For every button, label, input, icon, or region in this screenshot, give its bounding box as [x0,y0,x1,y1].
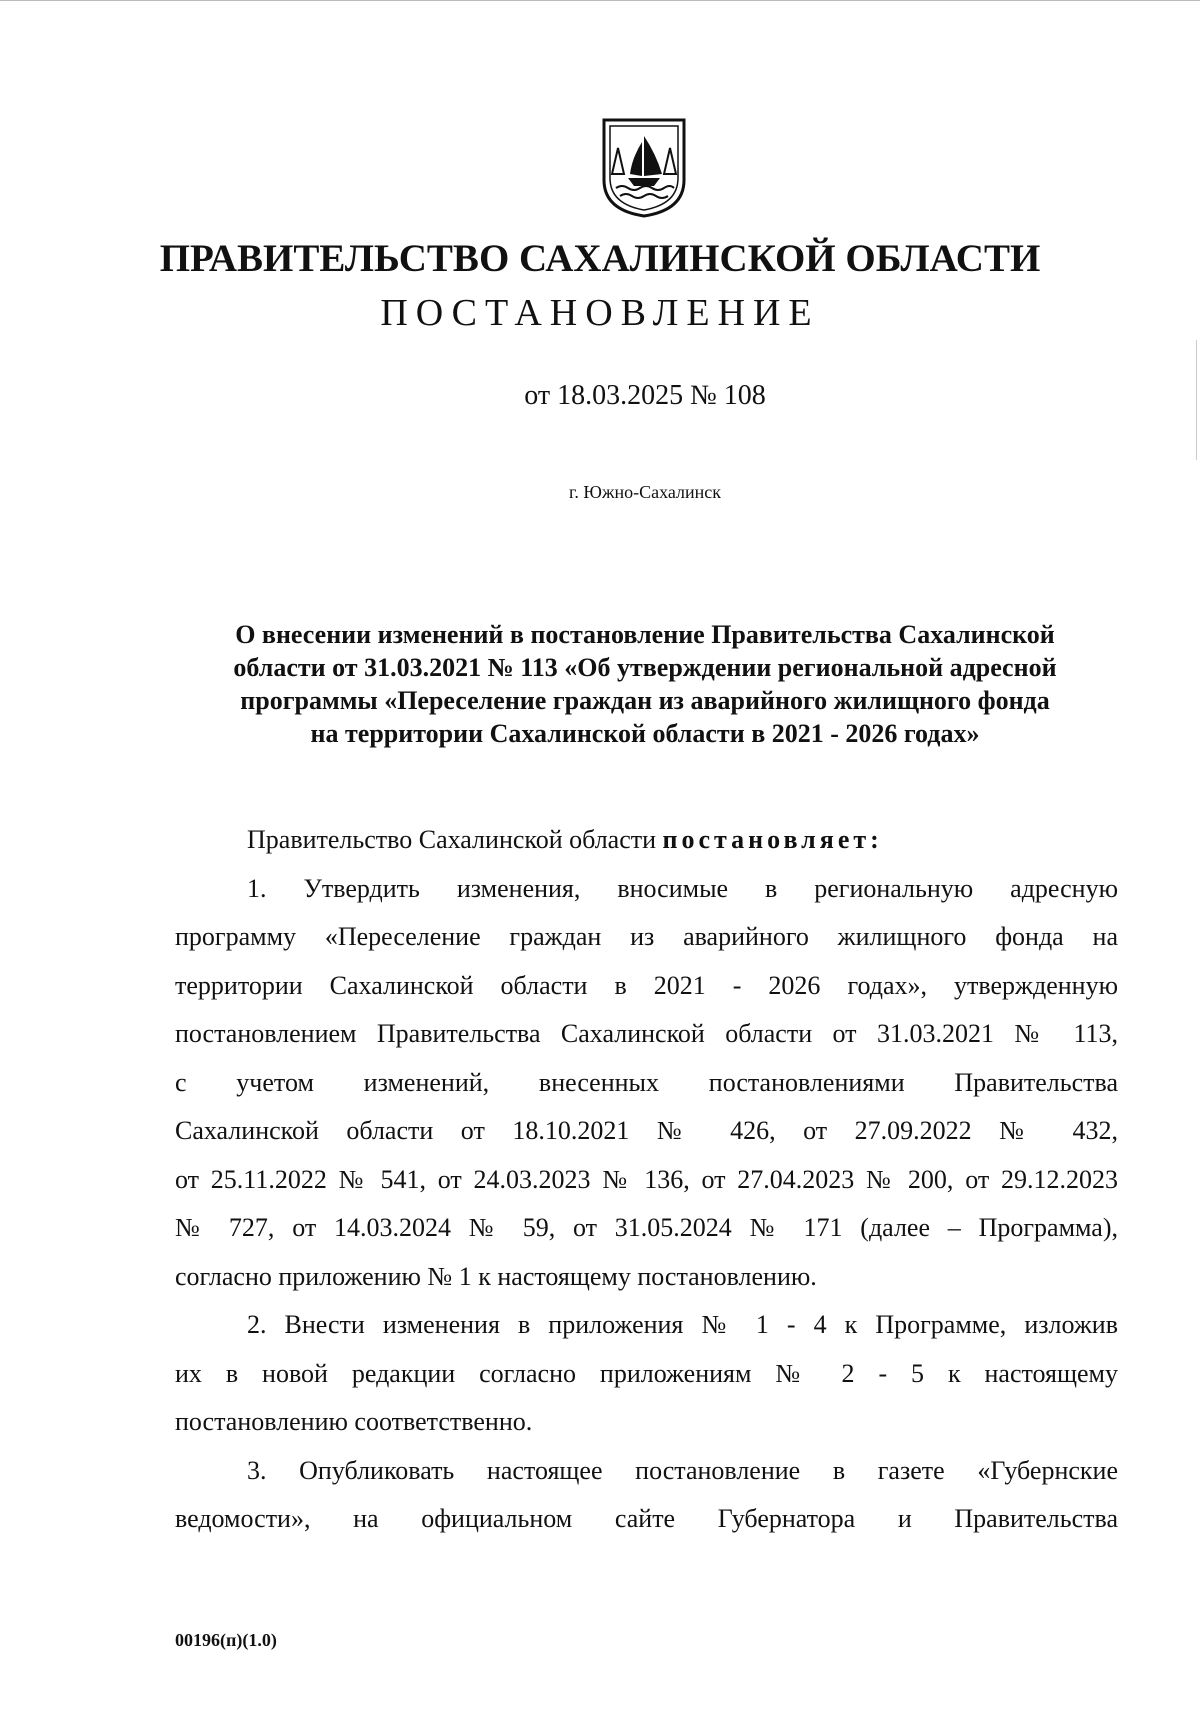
document-date-number: от 18.03.2025 № 108 [524,380,766,411]
body-line: № 727, от 14.03.2024 № 59, от 31.05.2024 № 171 (далее – Программа), [175,1213,1118,1242]
document-city: г. Южно-Сахалинск [568,482,722,502]
preamble [175,816,1118,865]
body-line: 3. Опубликовать настоящее постановление в газете «Губернские [247,1455,1118,1485]
subject-line: программы «Переселение граждан из аварийного жилищного фонда [240,686,1050,715]
footer-document-code: 00196(п)(1.0) [175,1630,277,1650]
body-line: Сахалинской области от 18.10.2021 № 426, от 27.09.2022 № 432, [175,1116,1118,1145]
subject-line: О внесении изменений в постановление Правительства Сахалинской [235,620,1055,649]
body-line: их в новой редакции согласно приложениям № 2 - 5 к настоящему [175,1358,1118,1388]
body-line: 1. Утвердить изменения, вносимые в региональную адресную [247,873,1118,903]
body-line: территории Сахалинской области в 2021 - 2026 годах», утвержденную [175,970,1118,1000]
body-line: с учетом изменений, внесенных постановлениями Правительства [175,1067,1118,1097]
body-line: 2. Внести изменения в приложения № 1 - 4 к Программе, изложив [247,1310,1118,1339]
document-body [175,816,1118,1544]
preamble-verb: постановляет: [662,825,883,854]
body-line: постановлению соответственно. [175,1407,533,1436]
scan-edge-mark [0,0,1200,1]
document-type: ПОСТАНОВЛЕНИЕ [380,292,820,334]
preamble-lead: Правительство Сахалинской области [247,825,663,854]
body-line: согласно приложению № 1 к настоящему постановлению. [175,1261,817,1291]
subject-line: на территории Сахалинской области в 2021 - 2026 годах» [310,719,980,748]
body-line: программу «Переселение граждан из аварийного жилищного фонда на [175,922,1118,951]
sakhalin-coat-of-arms-icon [598,118,690,218]
document-subject [175,618,1115,750]
body-line: постановлением Правительства Сахалинской области от 31.03.2021 № 113, [175,1019,1118,1048]
government-name: ПРАВИТЕЛЬСТВО САХАЛИНСКОЙ ОБЛАСТИ [159,237,1041,280]
body-line: от 25.11.2022 № 541, от 24.03.2023 № 136, от 27.04.2023 № 200, от 29.12.2023 [175,1164,1118,1194]
subject-line: области от 31.03.2021 № 113 «Об утверждении региональной адресной [233,653,1057,682]
scan-edge-mark [1196,340,1197,460]
body-line: ведомости», на официальном сайте Губернатора и Правительства [175,1504,1118,1533]
